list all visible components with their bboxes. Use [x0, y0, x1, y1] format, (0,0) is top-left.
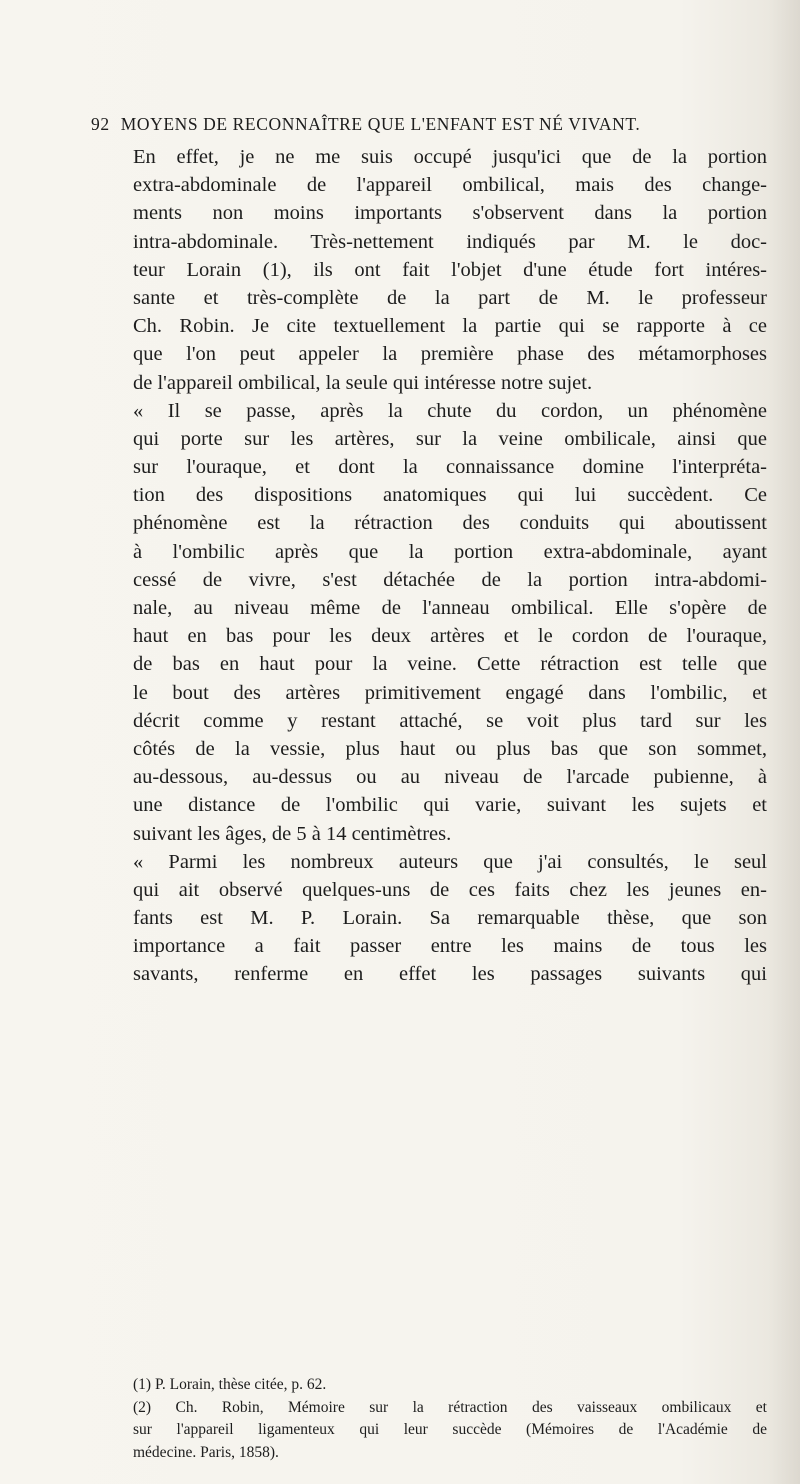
text-line: haut en bas pour les deux artères et le cordon de l'ouraque, [133, 625, 767, 648]
text-line: « Parmi les nombreux auteurs que j'ai consultés, le seul [133, 850, 767, 873]
running-header [91, 114, 737, 135]
text-line: Ch. Robin. Je cite textuellement la partie qui se rapporte à ce [133, 315, 767, 338]
text-line: savants, renferme en effet les passages suivants qui [133, 963, 767, 986]
text-line: qui porte sur les artères, sur la veine ombilicale, ainsi que [133, 427, 767, 450]
footnote-line: (1) P. Lorain, thèse citée, p. 62. [133, 1376, 327, 1393]
text-line: ments non moins importants s'observent dans la portion [133, 202, 767, 225]
footnote-line: sur l'appareil ligamenteux qui leur succède (Mémoires de l'Académie de [133, 1421, 767, 1438]
text-line: suivant les âges, de 5 à 14 centimètres. [133, 822, 452, 845]
body-text [133, 143, 767, 989]
text-line: à l'ombilic après que la portion extra-abdominale, ayant [133, 540, 767, 563]
text-line: fants est M. P. Lorain. Sa remarquable thèse, que son [133, 907, 767, 930]
text-line: côtés de la vessie, plus haut ou plus bas que son sommet, [133, 737, 767, 760]
text-line: une distance de l'ombilic qui varie, suivant les sujets et [133, 794, 767, 817]
text-line: qui ait observé quelques-uns de ces faits chez les jeunes en- [133, 878, 767, 901]
text-line: de l'appareil ombilical, la seule qui intéresse notre sujet. [133, 371, 593, 394]
text-line: phénomène est la rétraction des conduits qui aboutissent [133, 512, 767, 535]
text-line: sante et très-complète de la part de M. le professeur [133, 286, 767, 309]
text-line: tion des dispositions anatomiques qui lui succèdent. Ce [133, 484, 767, 507]
footnote-line: médecine. Paris, 1858). [133, 1443, 279, 1461]
text-line: que l'on peut appeler la première phase des métamorphoses [133, 343, 767, 366]
text-line: de bas en haut pour la veine. Cette rétraction est telle que [133, 653, 767, 676]
text-line: cessé de vivre, s'est détachée de la portion intra-abdomi- [133, 568, 767, 591]
text-line: intra-abdominale. Très-nettement indiqués par M. le doc- [133, 230, 767, 253]
text-line: En effet, je ne me suis occupé jusqu'ici que de la portion [133, 146, 767, 168]
footnotes [133, 1374, 767, 1464]
text-line: au-dessous, au-dessus ou au niveau de l'arcade pubienne, à [133, 766, 767, 789]
text-line: teur Lorain (1), ils ont fait l'objet d'une étude fort intéres- [133, 258, 767, 281]
text-line: extra-abdominale de l'appareil ombilical, mais des change- [133, 174, 767, 197]
text-line: nale, au niveau même de l'anneau ombilical. Elle s'opère de [133, 597, 767, 619]
text-line: le bout des artères primitivement engagé dans l'ombilic, et [133, 681, 767, 704]
text-line: « Il se passe, après la chute du cordon, un phénomène [133, 399, 767, 422]
text-line: sur l'ouraque, et dont la connaissance domine l'interpréta- [133, 456, 767, 479]
text-line: importance a fait passer entre les mains de tous les [133, 935, 767, 958]
page-number: 92 [91, 114, 110, 134]
text-line: décrit comme y restant attaché, se voit plus tard sur les [133, 709, 767, 732]
footnote-line: (2) Ch. Robin, Mémoire sur la rétraction des vaisseaux ombilicaux et [133, 1398, 767, 1416]
running-title: MOYENS DE RECONNAÎTRE QUE L'ENFANT EST NÉ VIVANT. [120, 114, 641, 134]
